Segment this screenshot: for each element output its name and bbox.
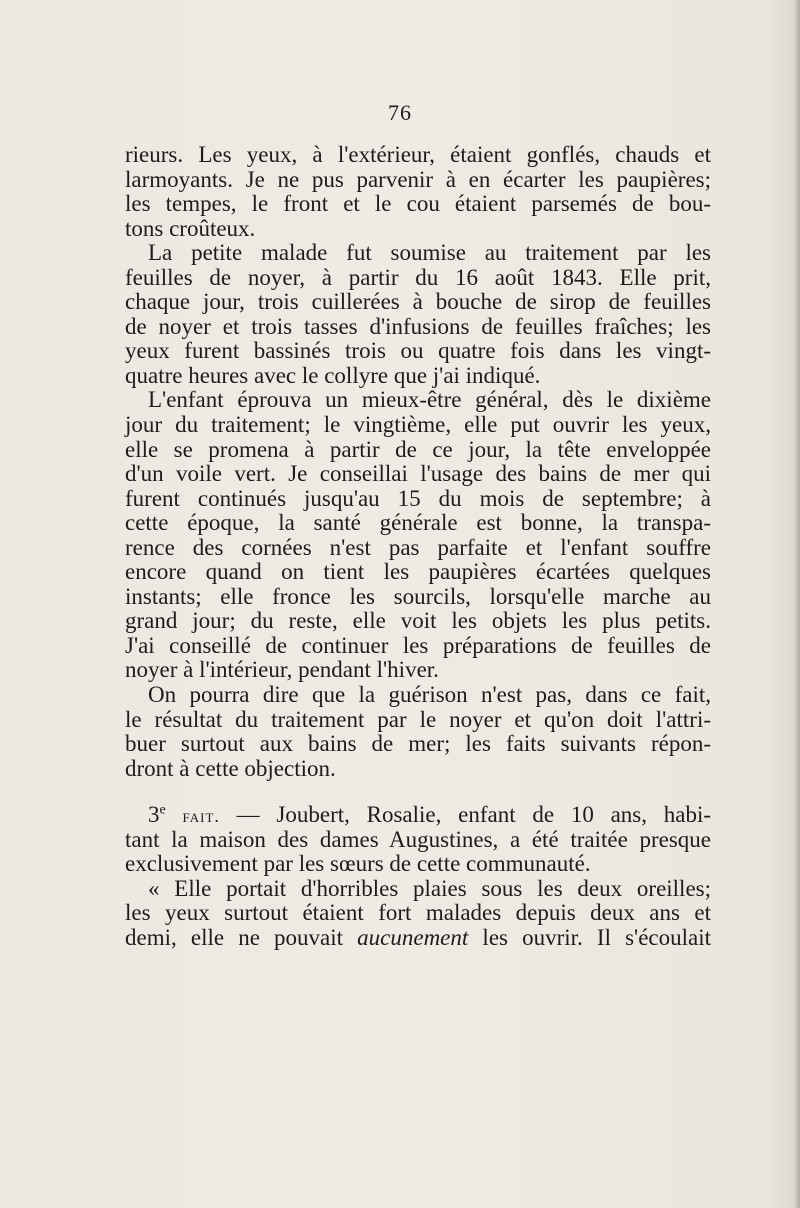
text-line: quatre heures avec le collyre que j'ai indiqué. — [125, 362, 541, 388]
body-text — [125, 143, 711, 951]
text-line: cette époque, la santé générale est bonne, la transpa- — [125, 510, 711, 536]
text-line: tons croûteux. — [125, 215, 256, 241]
text-line: La petite malade fut soumise au traitement par les — [148, 240, 711, 266]
text-line: de noyer et trois tasses d'infusions de feuilles fraîches; les — [125, 313, 711, 339]
ordinal-suffix: e — [159, 802, 166, 818]
text-line: yeux furent bassinés trois ou quatre fois dans les vingt- — [125, 338, 711, 364]
text-line: rence des cornées n'est pas parfaite et l'enfant souffre — [125, 534, 711, 560]
line-prefix: demi, elle ne pouvait — [125, 924, 358, 950]
text-line: tant la maison des dames Augustines, a été traitée presque — [125, 826, 711, 852]
text-line: les tempes, le front et le cou étaient parsemés de bou- — [125, 191, 711, 217]
text-line: On pourra dire que la guérison n'est pas, dans ce fait, — [148, 682, 711, 708]
paragraph-gap — [125, 781, 711, 803]
text-line: le résultat du traitement par le noyer et qu'on doit l'attri- — [125, 706, 711, 732]
text-line: noyer à l'intérieur, pendant l'hiver. — [125, 657, 439, 683]
line-suffix: les ouvrir. Il s'écoulait — [468, 924, 711, 950]
text-line: L'enfant éprouva un mieux-être général, dès le dixième — [148, 387, 711, 413]
text-line-with-italic — [125, 926, 711, 951]
text-line: « Elle portait d'horribles plaies sous les deux oreilles; — [148, 875, 711, 901]
text-line: d'un voile vert. Je conseillai l'usage des bains de mer qui — [125, 461, 711, 487]
text-line: buer surtout aux bains de mer; les faits suivants répon- — [125, 731, 711, 757]
text-line: J'ai conseillé de continuer les préparations de feuilles de — [125, 632, 711, 658]
text-line: exclusivement par les sœurs de cette communauté. — [125, 851, 591, 877]
text-line: furent continués jusqu'au 15 du mois de septembre; à — [125, 485, 711, 511]
text-line: instants; elle fronce les sourcils, lorsqu'elle marche au — [125, 583, 711, 609]
case-label: fait. — [182, 806, 220, 827]
page-number: 76 — [388, 100, 412, 125]
text-line: elle se promena à partir de ce jour, la tête enveloppée — [125, 436, 711, 462]
text-line: encore quand on tient les paupières écartées quelques — [125, 559, 711, 585]
text-line: chaque jour, trois cuillerées à bouche de sirop de feuilles — [125, 289, 711, 315]
page-edge-shadow — [794, 0, 800, 1208]
case-heading-line — [125, 803, 711, 828]
text-line: feuilles de noyer, à partir du 16 août 1843. Elle prit, — [125, 264, 711, 290]
text-line: larmoyants. Je ne pus parvenir à en écarter les paupières; — [125, 166, 711, 192]
case-heading-text: — Joubert, Rosalie, enfant de 10 ans, habi- — [219, 802, 712, 828]
text-line: rieurs. Les yeux, à l'extérieur, étaient gonflés, chauds et — [125, 142, 711, 167]
italic-word: aucunement — [357, 924, 469, 950]
case-number: 3 — [148, 802, 160, 828]
text-line: dront à cette objection. — [125, 755, 336, 781]
text-line: grand jour; du reste, elle voit les objets les plus petits. — [125, 608, 711, 634]
text-line: jour du traitement; le vingtième, elle put ouvrir les yeux, — [125, 412, 711, 438]
text-line: les yeux surtout étaient fort malades depuis deux ans et — [125, 900, 711, 926]
